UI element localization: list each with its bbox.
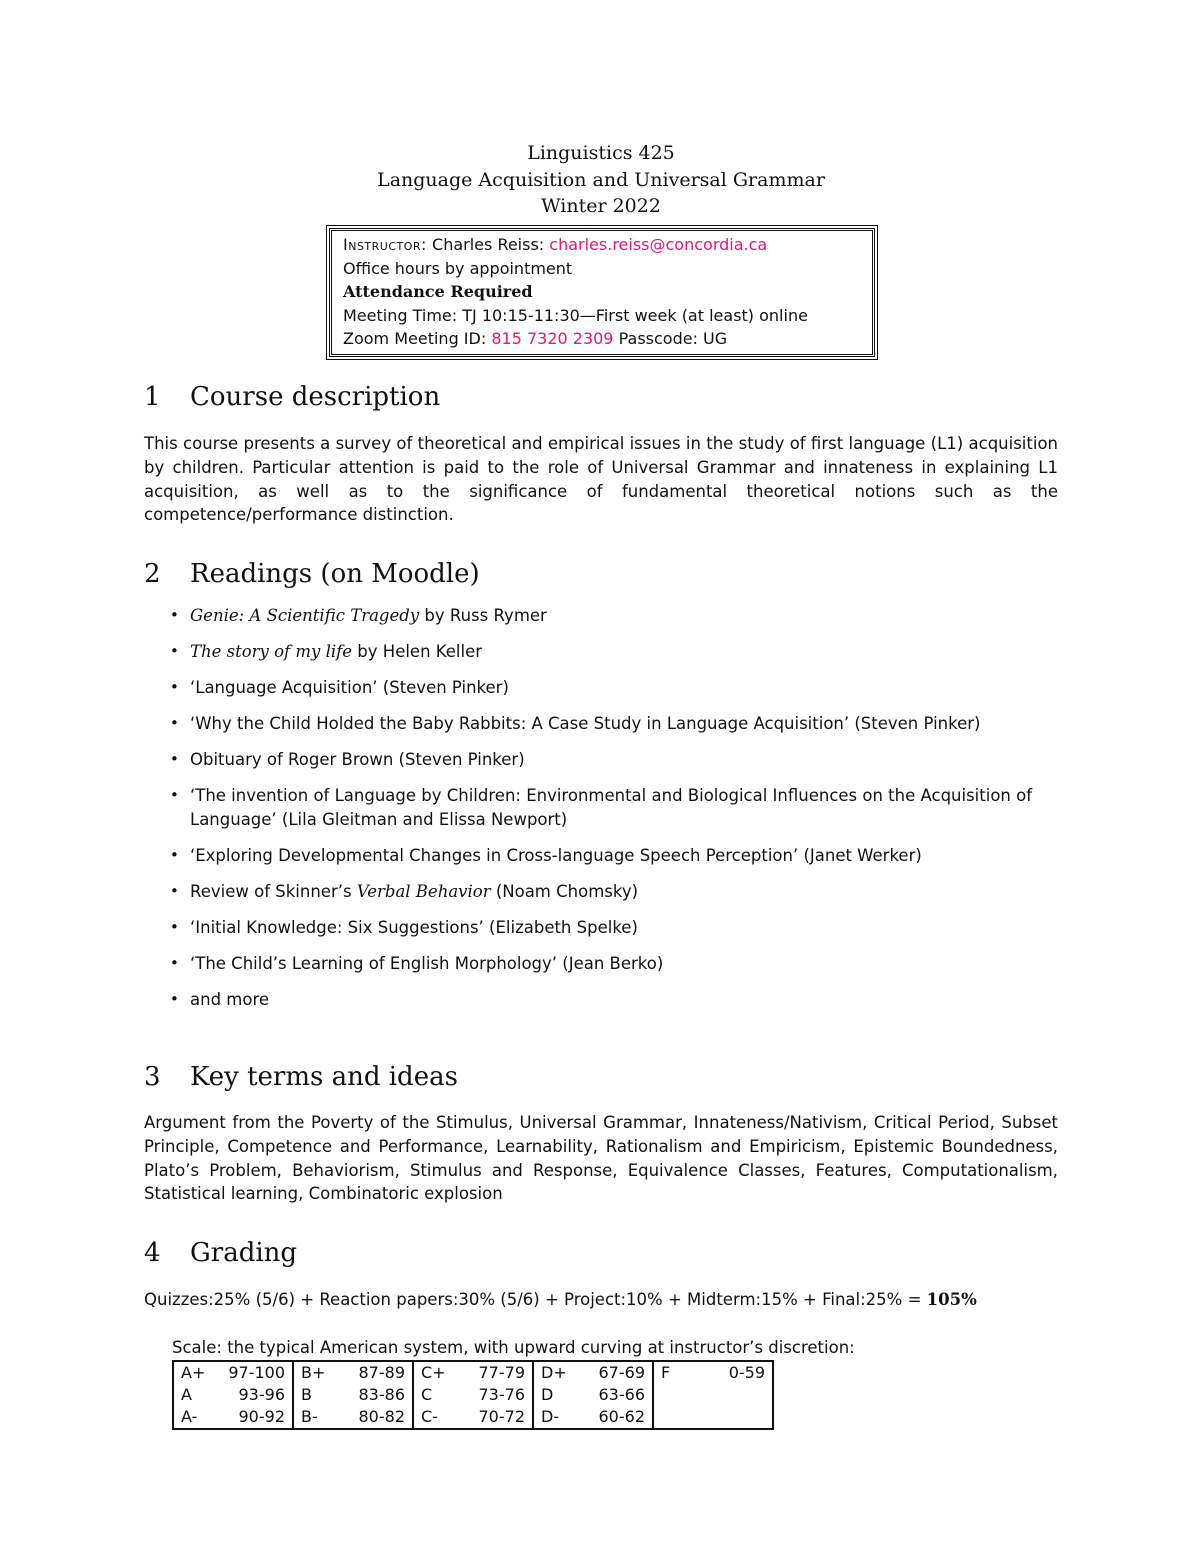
scale-row	[173, 1361, 773, 1384]
reading-item	[144, 784, 1058, 832]
grade-range: 77-79	[478, 1363, 525, 1382]
grading-formula-text: Quizzes:25% (5/6) + Reaction papers:30% (5/6) + Project:10% + Midterm:15% + Final:25% =	[144, 1290, 927, 1309]
grade-range: 67-69	[598, 1363, 645, 1382]
grade-letter	[653, 1384, 696, 1406]
section-title: Course description	[190, 382, 441, 412]
grade-letter: F	[653, 1361, 696, 1384]
reading-text: ‘Why the Child Holded the Baby Rabbits: A Case Study in Language Acquisition’ (Steven Pinker)	[190, 713, 981, 733]
reading-text: (Noam Chomsky)	[490, 881, 639, 901]
reading-item	[144, 712, 1058, 736]
reading-title-italic: Verbal Behavior	[356, 881, 491, 901]
course-term: Winter 2022	[541, 195, 661, 217]
grading-formula	[144, 1288, 1058, 1312]
zoom-id-link[interactable]: 815 7320 2309	[491, 329, 614, 348]
grade-letter: C-	[413, 1406, 456, 1429]
grading-scale-text: Scale: the typical American system, with upward curving at instructor’s discretion:	[172, 1338, 855, 1357]
grade-letter: B-	[293, 1406, 336, 1429]
key-terms-text: Argument from the Poverty of the Stimulus, Universal Grammar, Innateness/Nativism, Critical Period, Subset Principle, Competence and Performance, Learnability, Rationalism and Empiricism, Epistemic Boundedness, Plato’s Problem, Behaviorism, Stimulus and Response, Equivalence Classes, Features, Computationalism, Statistical learning, Combinatoric explosion	[144, 1113, 1058, 1204]
section-title: Readings (on Moodle)	[190, 559, 480, 589]
reading-item	[144, 604, 1058, 628]
zoom-line	[343, 327, 868, 351]
reading-item	[144, 844, 1058, 868]
reading-text: ‘The Child’s Learning of English Morphology’ (Jean Berko)	[190, 953, 664, 973]
section-number: 4	[144, 1238, 161, 1268]
grading-scale-table	[172, 1360, 774, 1430]
reading-text: Obituary of Roger Brown (Steven Pinker)	[190, 749, 525, 769]
reading-text: by Russ Rymer	[419, 606, 547, 625]
section-title: Key terms and ideas	[190, 1062, 458, 1092]
section-heading-readings	[144, 558, 480, 590]
grade-range: 97-100	[228, 1363, 285, 1382]
course-subtitle: Language Acquisition and Universal Grammar	[377, 168, 825, 191]
course-description-text: This course presents a survey of theoretical and empirical issues in the study of first language (L1) acquisition by children. Particular attention is paid to the role of Universal Grammar and innateness in explaining L1 acquisition, as well as to the significance of fundamental theoretical notions such as the competence/performance distinction.	[144, 434, 1058, 525]
meeting-label: Meeting Time:	[343, 305, 458, 325]
section-number: 2	[144, 559, 161, 589]
grade-range: 63-66	[598, 1385, 645, 1404]
section-number: 3	[144, 1062, 161, 1092]
attendance-note: Attendance Required	[343, 282, 533, 301]
grade-letter: C+	[413, 1361, 456, 1384]
section-heading-key-terms	[144, 1061, 458, 1093]
grade-range: 83-86	[358, 1385, 405, 1404]
reading-item	[144, 676, 1058, 700]
grade-range: 87-89	[358, 1363, 405, 1382]
section-title: Grading	[190, 1238, 298, 1268]
reading-text: ‘Language Acquisition’ (Steven Pinker)	[190, 677, 509, 697]
instructor-label: Instructor:	[343, 235, 427, 254]
grade-range	[696, 1406, 773, 1429]
grade-letter: D-	[533, 1406, 576, 1429]
grade-letter: B	[293, 1384, 336, 1406]
instructor-name: Charles Reiss:	[432, 235, 545, 254]
reading-title-italic: The story of my life	[190, 641, 353, 661]
office-hours: Office hours by appointment	[343, 258, 573, 278]
reading-item	[144, 880, 1058, 904]
grade-range: 73-76	[478, 1385, 525, 1404]
grade-range: 60-62	[598, 1407, 645, 1426]
meeting-time-line	[343, 304, 868, 328]
zoom-label: Zoom Meeting ID:	[343, 329, 487, 348]
section-heading-course-description	[144, 381, 440, 413]
reading-item	[144, 748, 1058, 772]
grading-total: 105%	[926, 1290, 977, 1309]
instructor-info-box	[329, 228, 875, 357]
instructor-line	[343, 233, 868, 257]
section-heading-grading	[144, 1237, 297, 1269]
reading-item	[144, 988, 1058, 1012]
reading-text: by Helen Keller	[352, 641, 483, 661]
reading-item	[144, 640, 1058, 664]
grade-range	[696, 1384, 773, 1406]
instructor-email-link[interactable]: charles.reiss@concordia.ca	[549, 235, 768, 254]
grade-letter: D	[533, 1384, 576, 1406]
meeting-value: TJ 10:15-11:30—First week (at least) online	[462, 305, 808, 325]
grade-range: 70-72	[478, 1407, 525, 1426]
section-number: 1	[144, 382, 161, 412]
grade-letter	[653, 1406, 696, 1429]
grade-letter: C	[413, 1384, 456, 1406]
course-title: Linguistics 425	[527, 142, 675, 164]
reading-item	[144, 952, 1058, 976]
reading-title-italic: Genie: A Scientific Tragedy	[190, 606, 420, 625]
reading-text: ‘The invention of Language by Children: Environmental and Biological Influences on the Acquisition of Language’ (Lila Gleitman and Elissa Newport)	[190, 785, 1033, 829]
grade-range: 80-82	[358, 1407, 405, 1426]
scale-row	[173, 1384, 773, 1406]
reading-text: Review of Skinner’s	[190, 881, 357, 901]
readings-list	[144, 604, 1058, 1024]
grade-range: 0-59	[728, 1363, 765, 1382]
grade-range: 93-96	[238, 1385, 285, 1404]
reading-text: ‘Initial Knowledge: Six Suggestions’ (Elizabeth Spelke)	[190, 917, 638, 937]
zoom-passcode: Passcode: UG	[618, 329, 728, 348]
grade-letter: A-	[181, 1407, 198, 1426]
reading-text: and more	[190, 989, 270, 1009]
grade-range: 90-92	[238, 1407, 285, 1426]
reading-item	[144, 916, 1058, 940]
grade-letter: A	[181, 1385, 192, 1404]
reading-text: ‘Exploring Developmental Changes in Cross-language Speech Perception’ (Janet Werker)	[190, 845, 922, 865]
grade-letter: B+	[293, 1361, 336, 1384]
title-block	[144, 140, 1058, 220]
grade-letter: A+	[181, 1363, 206, 1382]
grade-letter: D+	[533, 1361, 576, 1384]
scale-row	[173, 1406, 773, 1429]
